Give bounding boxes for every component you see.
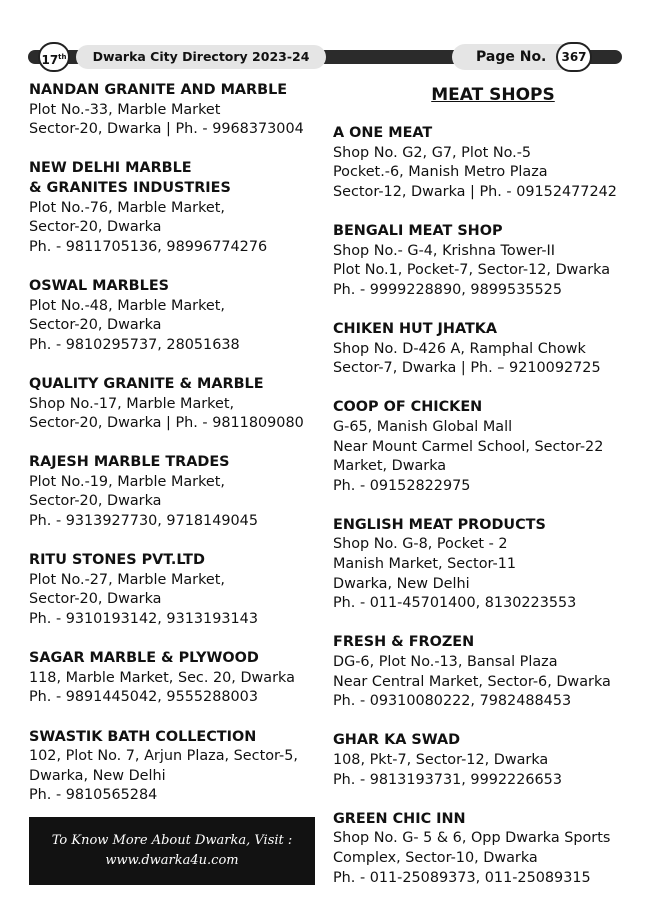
- address-line: 118, Marble Market, Sec. 20, Dwarka: [29, 669, 295, 686]
- edition-number: 17: [41, 53, 59, 67]
- left-column-listings: [29, 81, 329, 826]
- address-line: Ph. - 9310193142, 9313193143: [29, 611, 258, 628]
- page-number: 367: [556, 42, 592, 72]
- listing-entry: [333, 516, 633, 614]
- listing-entry: [333, 320, 633, 379]
- edition-suffix: th: [58, 53, 67, 61]
- business-name: RITU STONES PVT.LTD: [29, 552, 205, 569]
- address-line: Shop No. G-8, Pocket - 2: [333, 536, 508, 553]
- address-line: 108, Pkt-7, Sector-12, Dwarka: [333, 752, 549, 768]
- listing-entry: [333, 633, 633, 711]
- address-line: Shop No. G- 5 & 6, Opp Dwarka Sports: [333, 830, 611, 847]
- address-line: Shop No. G2, G7, Plot No.-5: [333, 144, 532, 161]
- business-name: A ONE MEAT: [333, 125, 433, 141]
- listing-entry: [29, 551, 329, 629]
- listing-entry: [29, 453, 329, 531]
- address-line: Plot No.-76, Marble Market,: [29, 199, 225, 216]
- address-line: Near Central Market, Sector-6, Dwarka: [333, 673, 611, 690]
- listing-entry: [333, 398, 633, 496]
- address-line: Near Mount Carmel School, Sector-22: [333, 438, 604, 455]
- address-line: DG-6, Plot No.-13, Bansal Plaza: [333, 654, 558, 671]
- business-name: & GRANITES INDUSTRIES: [29, 179, 231, 196]
- right-column-listings: [333, 81, 633, 908]
- listing-entry: [29, 159, 329, 257]
- business-name: NEW DELHI MARBLE: [29, 160, 192, 177]
- business-name: NANDAN GRANITE AND MARBLE: [29, 82, 288, 98]
- address-line: Sector-20, Dwarka | Ph. - 9811809080: [29, 415, 304, 432]
- listing-entry: [29, 728, 329, 806]
- banner-url[interactable]: www.dwarka4u.com: [105, 853, 239, 868]
- address-line: 102, Plot No. 7, Arjun Plaza, Sector-5,: [29, 748, 298, 765]
- listing-entry: [333, 222, 633, 300]
- business-name: SAGAR MARBLE & PLYWOOD: [29, 650, 259, 667]
- address-line: Plot No.-33, Marble Market: [29, 101, 221, 118]
- page-header: [28, 42, 622, 72]
- business-name: QUALITY GRANITE & MARBLE: [29, 375, 264, 392]
- address-line: Dwarka, New Delhi: [29, 767, 166, 784]
- section-title: MEAT SHOPS: [431, 85, 555, 105]
- address-line: Ph. - 9891445042, 9555288003: [29, 689, 258, 706]
- address-line: Sector-7, Dwarka | Ph. – 9210092725: [333, 360, 601, 377]
- address-line: Sector-20, Dwarka: [29, 317, 162, 334]
- business-name: OSWAL MARBLES: [29, 277, 170, 294]
- address-line: Ph. - 9810295737, 28051638: [29, 336, 240, 353]
- address-line: Shop No.-17, Marble Market,: [29, 395, 235, 412]
- business-name: CHIKEN HUT JHATKA: [333, 320, 498, 337]
- page-label: Page No.: [452, 44, 580, 70]
- address-line: Sector-20, Dwarka | Ph. - 9968373004: [29, 121, 304, 138]
- listing-entry: [29, 649, 329, 708]
- directory-title: Dwarka City Directory 2023-24: [76, 45, 326, 69]
- address-line: Pocket.-6, Manish Metro Plaza: [333, 164, 548, 181]
- address-line: Manish Market, Sector-11: [333, 556, 517, 573]
- address-line: Ph. - 011-25089373, 011-25089315: [333, 869, 591, 886]
- listing-entry: [333, 810, 633, 888]
- edition-badge: [38, 42, 70, 72]
- address-line: Plot No.1, Pocket-7, Sector-12, Dwarka: [333, 262, 611, 279]
- address-line: Dwarka, New Delhi: [333, 575, 470, 592]
- address-line: Sector-20, Dwarka: [29, 219, 162, 236]
- address-line: Ph. - 09152822975: [333, 477, 471, 494]
- address-line: Sector-20, Dwarka: [29, 591, 162, 608]
- listing-entry: [29, 277, 329, 355]
- address-line: Ph. - 9810565284: [29, 787, 158, 804]
- business-name: COOP OF CHICKEN: [333, 399, 483, 416]
- address-line: Shop No. D-426 A, Ramphal Chowk: [333, 340, 586, 357]
- address-line: Ph. - 9999228890, 9899535525: [333, 281, 562, 298]
- business-name: GHAR KA SWAD: [333, 732, 461, 749]
- visit-website-banner: [29, 817, 315, 885]
- address-line: Sector-12, Dwarka | Ph. - 09152477242: [333, 183, 617, 200]
- business-name: RAJESH MARBLE TRADES: [29, 454, 230, 471]
- address-line: Plot No.-48, Marble Market,: [29, 297, 225, 314]
- business-name: SWASTIK BATH COLLECTION: [29, 728, 257, 745]
- address-line: G-65, Manish Global Mall: [333, 418, 513, 435]
- address-line: Ph. - 9813193731, 9992226653: [333, 771, 562, 788]
- address-line: Shop No.- G-4, Krishna Tower-II: [333, 242, 556, 259]
- meat-shop-list: [333, 124, 633, 888]
- business-name: GREEN CHIC INN: [333, 810, 466, 827]
- listing-entry: [29, 375, 329, 434]
- listing-entry: [333, 124, 633, 202]
- banner-text: To Know More About Dwarka, Visit :: [51, 833, 293, 848]
- address-line: Complex, Sector-10, Dwarka: [333, 849, 538, 866]
- listing-entry: [333, 731, 633, 790]
- address-line: Plot No.-19, Marble Market,: [29, 473, 225, 490]
- address-line: Ph. - 011-45701400, 8130223553: [333, 595, 577, 612]
- address-line: Ph. - 9811705136, 98996774276: [29, 238, 268, 255]
- address-line: Ph. - 09310080222, 7982488453: [333, 693, 572, 710]
- listing-entry: [29, 81, 329, 140]
- business-name: BENGALI MEAT SHOP: [333, 222, 503, 239]
- address-line: Plot No.-27, Marble Market,: [29, 571, 225, 588]
- address-line: Ph. - 9313927730, 9718149045: [29, 513, 258, 530]
- business-name: ENGLISH MEAT PRODUCTS: [333, 516, 546, 533]
- business-name: FRESH & FROZEN: [333, 634, 475, 651]
- address-line: Market, Dwarka: [333, 458, 447, 475]
- address-line: Sector-20, Dwarka: [29, 493, 162, 510]
